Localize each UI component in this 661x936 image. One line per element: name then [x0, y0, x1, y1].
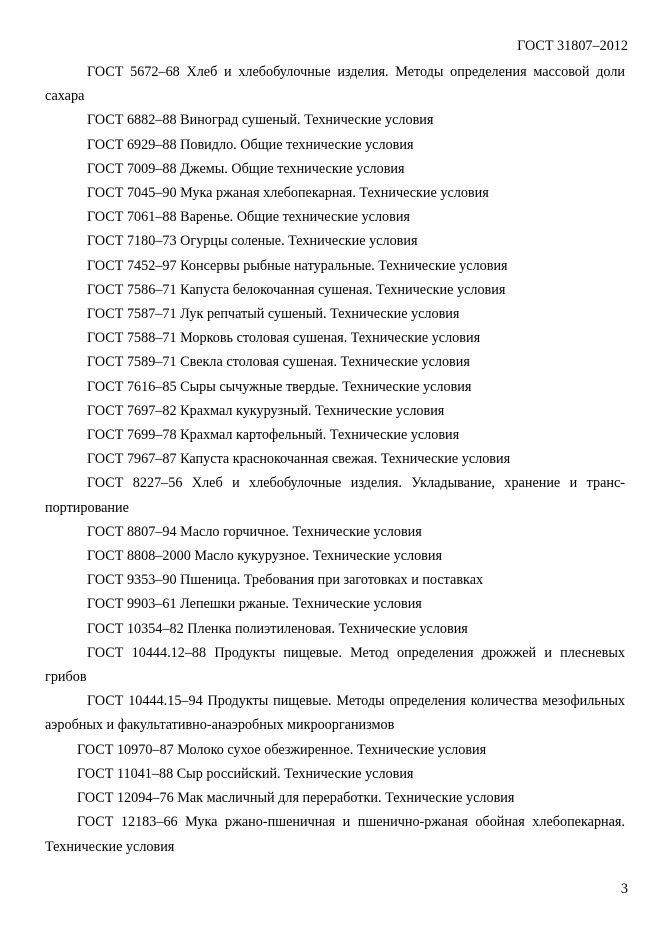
reference-item: ГОСТ 12094–76 Мак масличный для переработки. Технические условия: [77, 790, 515, 807]
reference-item: ГОСТ 7967–87 Капуста краснокочанная свежая. Технические условия: [87, 451, 511, 468]
reference-item: ГОСТ 6882–88 Виноград сушеный. Технические условия: [87, 112, 434, 129]
reference-item: ГОСТ 8808–2000 Масло кукурузное. Технические условия: [87, 548, 442, 565]
reference-item: ГОСТ 10970–87 Молоко сухое обезжиренное. Технические условия: [77, 741, 487, 758]
reference-item: ГОСТ 7616–85 Сыры сычужные твердые. Технические условия: [87, 378, 472, 395]
page-number: 3: [620, 881, 628, 897]
reference-item: ГОСТ 6929–88 Повидло. Общие технические условия: [87, 136, 414, 153]
reference-item: ГОСТ 7180–73 Огурцы соленые. Технические условия: [87, 233, 418, 250]
reference-item: ГОСТ 8807–94 Масло горчичное. Технические условия: [87, 523, 422, 540]
reference-item: ГОСТ 10444.15–94 Продукты пищевые. Методы определения количества мезофильных аэробных и факультативно-анаэробных микроорганизмов: [45, 693, 625, 734]
reference-item: ГОСТ 7586–71 Капуста белокочанная сушеная. Технические условия: [87, 281, 506, 298]
reference-item: ГОСТ 9903–61 Лепешки ржаные. Технические условия: [87, 596, 422, 613]
reference-item: ГОСТ 7452–97 Консервы рыбные натуральные. Технические условия: [87, 257, 508, 274]
reference-item: ГОСТ 5672–68 Хлеб и хлебобулочные изделия. Методы определения массовой доли сахара: [45, 64, 625, 105]
reference-item: ГОСТ 9353–90 Пшеница. Требования при заготовках и поставках: [87, 572, 484, 589]
reference-item: ГОСТ 7587–71 Лук репчатый сушеный. Технические условия: [87, 306, 460, 323]
reference-item: ГОСТ 7061–88 Варенье. Общие технические условия: [87, 209, 410, 226]
reference-item: ГОСТ 10444.12–88 Продукты пищевые. Метод определения дрожжей и плесневых грибов: [45, 644, 625, 686]
reference-item: ГОСТ 7045–90 Мука ржаная хлебопекарная. Технические условия: [87, 185, 489, 202]
reference-item: ГОСТ 7009–88 Джемы. Общие технические условия: [87, 160, 405, 177]
reference-item: ГОСТ 10354–82 Пленка полиэтиленовая. Технические условия: [87, 620, 468, 637]
reference-item: ГОСТ 7697–82 Крахмал кукурузный. Технические условия: [87, 402, 445, 419]
reference-list: [45, 60, 625, 859]
document-id: ГОСТ 31807–2012: [517, 38, 628, 54]
reference-item: ГОСТ 11041–88 Сыр российский. Технические условия: [77, 765, 414, 782]
reference-item: ГОСТ 12183–66 Мука ржано-пшеничная и пшенично-ржаная обойная хлебопекарная. Технические условия: [45, 814, 625, 855]
reference-item: ГОСТ 7588–71 Морковь столовая сушеная. Технические условия: [87, 330, 481, 347]
reference-item: ГОСТ 8227–56 Хлеб и хлебобулочные изделия. Укладывание, хранение и транспортирование: [45, 475, 625, 516]
reference-item: ГОСТ 7589–71 Свекла столовая сушеная. Технические условия: [87, 354, 470, 371]
reference-item: ГОСТ 7699–78 Крахмал картофельный. Технические условия: [87, 427, 460, 444]
